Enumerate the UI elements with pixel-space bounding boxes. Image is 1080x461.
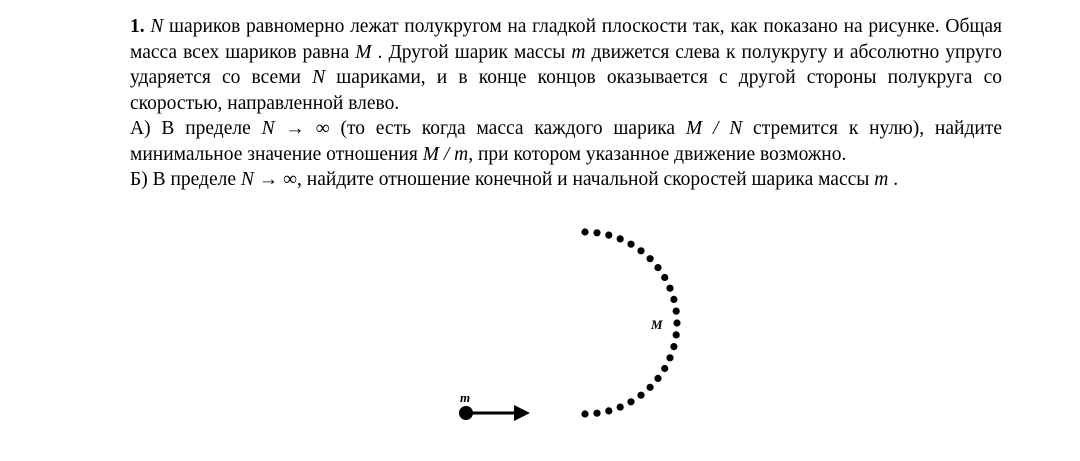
semicircle-ball (666, 354, 673, 361)
semicircle-balls (581, 228, 680, 417)
semicircle-ball (637, 392, 644, 399)
semicircle-ball (666, 285, 673, 292)
symbol-M: M (355, 41, 372, 63)
semicircle-ball (673, 331, 680, 338)
semicircle-ball (605, 232, 612, 239)
semicircle-ball (581, 410, 588, 417)
semicircle-ball (593, 410, 600, 417)
problem-number: 1. (130, 16, 145, 37)
part-b-label: Б) В пределе (130, 169, 241, 190)
semicircle-ball (670, 343, 677, 350)
part-b-text-1: , найдите отношение конечной и начальной скоростей шарика массы (297, 169, 875, 190)
limit-arrow: → ∞ (253, 169, 298, 190)
velocity-arrow-head (514, 405, 530, 421)
symbol-M-over-N: M / N (685, 118, 743, 139)
semicircle-ball (670, 296, 677, 303)
part-a-label: А) В пределе (130, 118, 262, 139)
part-b-text-2: . (888, 169, 899, 190)
symbol-N: N (240, 169, 254, 190)
semicircle-ball (654, 375, 661, 382)
semicircle-ball (637, 247, 644, 254)
semicircle-ball (661, 274, 668, 281)
part-a-text-2: стремится к нулю), найдите минимальное значение отношения (130, 118, 1002, 165)
semicircle-ball (581, 228, 588, 235)
limit-arrow: → ∞ (274, 118, 330, 139)
symbol-N: N (312, 67, 326, 88)
semicircle-ball (617, 235, 624, 242)
semicircle-ball (647, 384, 654, 391)
semicircle-ball (605, 407, 612, 414)
semicircle-ball (673, 308, 680, 315)
semicircle-ball (673, 319, 680, 326)
label-M: M (651, 317, 663, 332)
semicircle-ball (654, 264, 661, 271)
symbol-N: N (150, 16, 164, 37)
part-a-text-3: , при котором указанное движение возможно. (468, 143, 847, 165)
label-m: m (460, 390, 471, 405)
semicircle-ball (661, 365, 668, 372)
semicircle-ball (617, 404, 624, 411)
intro-text-4: шариками, и в конце концов оказывается с другой стороны полукруга со скоростью, направленной влево. (130, 67, 1002, 114)
intro-text-3: движется слева к полукругу и абсолютно упруго ударяется со всеми (130, 41, 1002, 88)
part-a-text-1: (то есть когда масса каждого шарика (329, 118, 686, 139)
intro-text-1: шариков равномерно лежат полукругом на гладкой плоскости так, как показано на рисунке. Общая масса всех шариков равна (130, 16, 1003, 63)
semicircle-ball (593, 229, 600, 236)
symbol-M-over-m: M / m (422, 143, 469, 165)
intro-text-2: . Другой шарик массы (371, 41, 572, 63)
symbol-m: m (874, 169, 889, 190)
semicircle-ball (627, 241, 634, 248)
semicircle-ball (627, 398, 634, 405)
symbol-N: N (261, 118, 275, 139)
symbol-m: m (571, 41, 586, 63)
semicircle-ball (647, 255, 654, 262)
